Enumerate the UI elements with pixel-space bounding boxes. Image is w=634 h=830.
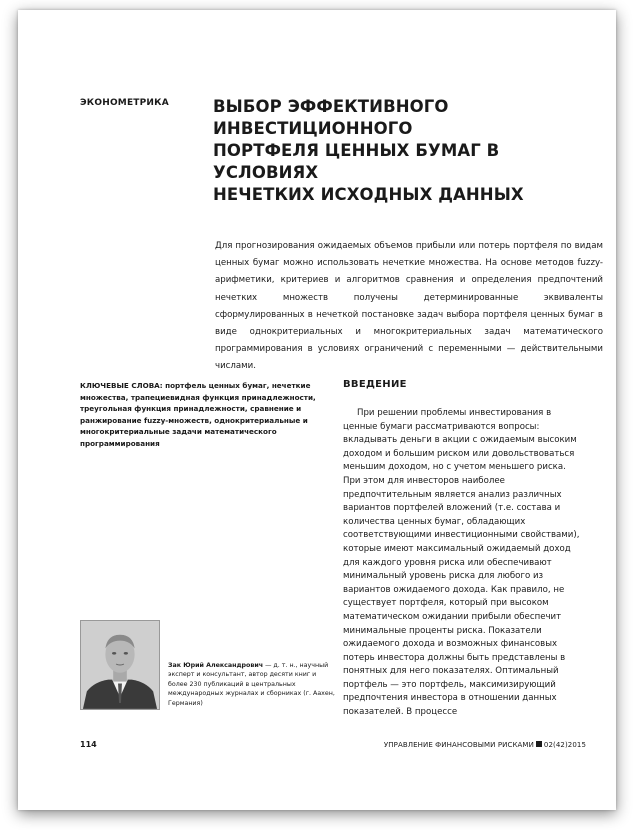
journal-name: УПРАВЛЕНИЕ ФИНАНСОВЫМИ РИСКАМИ	[383, 741, 534, 749]
journal-footer	[384, 741, 586, 749]
magazine-page	[18, 10, 616, 810]
title-line: ПОРТФЕЛЯ ЦЕННЫХ БУМАГ В УСЛОВИЯХ	[213, 141, 500, 182]
introduction-heading: ВВЕДЕНИЕ	[343, 379, 407, 390]
keywords-block	[80, 380, 330, 449]
author-name: Зак Юрий Александрович	[168, 662, 264, 669]
author-bio	[168, 661, 336, 708]
journal-issue: 02(42)2015	[543, 741, 586, 749]
title-line: НЕЧЕТКИХ ИСХОДНЫХ ДАННЫХ	[213, 185, 524, 204]
article-title	[213, 96, 603, 206]
section-rubric: ЭКОНОМЕТРИКА	[80, 98, 169, 108]
author-description: — д. т. н., научный эксперт и консультант, автор десяти книг и более 230 публикаций в центральных международных журналах и сборниках (г. Аахен, Германия)	[168, 662, 335, 707]
author-photo	[80, 620, 160, 710]
title-line: ВЫБОР ЭФФЕКТИВНОГО ИНВЕСТИЦИОННОГО	[213, 97, 449, 138]
article-abstract: Для прогнозирования ожидаемых объемов прибыли или потерь портфеля по видам ценных бумаг можно использовать нечеткие множества. На основе методов fuzzy-арифметики, критериев и алгоритмов сравнения и определения предпочтений нечетких множеств получены детерминированные эквиваленты сформулированных в нечеткой постановке задач выбора портфеля ценных бумаг в виде однокритериальных и многокритериальных задач математического программирования в условиях ограничений с переменными — действительными числами.	[215, 241, 603, 372]
keywords-label: КЛЮЧЕВЫЕ СЛОВА:	[80, 381, 163, 390]
keywords-text: портфель ценных бумаг, нечеткие множества, трапециевидная функция принадлежности, треугольная функция принадлежности, сравнение и ранжирование fuzzy-множеств, однокритериальные и многокритериальные задачи математического программирования	[80, 381, 316, 448]
introduction-paragraph: При решении проблемы инвестирования в ценные бумаги рассматриваются вопросы: вкладывать деньги в акции с ожидаемым высоким доходом и большим риском или довольствоваться меньшим доходом, но с учетом меньшего риска. При этом для инвесторов наиболее предпочтительным является анализ различных вариантов портфелей вложений (т.е. состава и количества ценных бумаг, обладающих соответствующими инвестиционными свойствами), которые имеют максимальный ожидаемый доход для каждого уровня риска или обеспечивают минимальный уровень риска для любого из вариантов ожидаемого дохода. Как правило, не существует портфеля, который при высоком математическом ожидании прибыли обеспечит минимальные проценты риска. Показатели ожидаемого дохода и возможных финансовых потерь инвестора должны быть представлены в понятных для него показателях. Оптимальный портфель — это портфель, максимизирующий предпочтения инвестора в отношении данных показателей. В процессе	[343, 408, 580, 718]
page-number: 114	[80, 740, 97, 749]
introduction-text	[343, 407, 583, 720]
square-bullet-icon	[536, 741, 542, 747]
